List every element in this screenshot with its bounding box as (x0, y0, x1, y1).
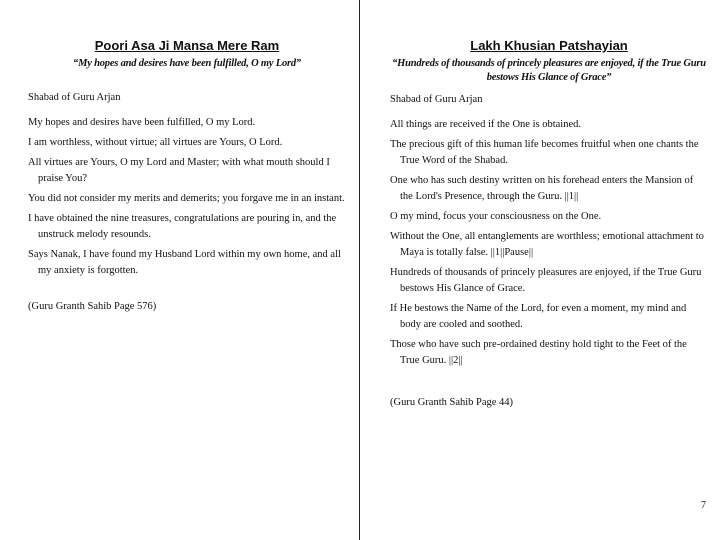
verse: I am worthless, without virtue; all virtues are Yours, O Lord. (28, 137, 283, 148)
verse: Says Nanak, I have found my Husband Lord within my own home, and all my anxiety is forgotten. (28, 249, 341, 276)
right-subtitle: “Hundreds of thousands of princely pleasures are enjoyed, if the True Guru bestows His Glance of Grace” (392, 58, 706, 83)
verse: The precious gift of this human life becomes fruitful when one chants the True Word of the Shabad. (390, 139, 699, 166)
verse: All things are received if the One is obtained. (390, 119, 581, 130)
right-column (390, 38, 708, 411)
verse: Without the One, all entanglements are worthless; emotional attachment to Maya is totally false. ||1||Pause|| (390, 231, 704, 258)
verse: O my mind, focus your consciousness on the One. (390, 211, 602, 222)
verse: You did not consider my merits and demerits; you forgave me in an instant. (28, 193, 345, 204)
verse: All virtues are Yours, O my Lord and Master; with what mouth should I praise You? (28, 157, 330, 184)
verse: If He bestows the Name of the Lord, for even a moment, my mind and body are cooled and soothed. (390, 303, 687, 330)
page-number: 7 (701, 500, 706, 511)
page-divider (359, 0, 360, 540)
right-title: Lakh Khusian Patshayian (470, 38, 628, 53)
verse: Those who have such pre-ordained destiny hold tight to the Feet of the True Guru. ||2|| (390, 339, 687, 366)
right-heading: Shabad of Guru Arjan (390, 94, 483, 105)
left-heading: Shabad of Guru Arjan (28, 92, 121, 103)
left-title: Poori Asa Ji Mansa Mere Ram (94, 38, 280, 53)
left-source: (Guru Granth Sahib Page 576) (28, 301, 157, 312)
left-subtitle: “My hopes and desires have been fulfilled, O my Lord” (73, 58, 301, 69)
verse: Hundreds of thousands of princely pleasures are enjoyed, if the True Guru bestows His Glance of Grace. (390, 267, 702, 294)
verse: One who has such destiny written on his forehead enters the Mansion of the Lord's Presence, through the Guru. ||1|| (390, 175, 694, 202)
left-column (28, 38, 346, 315)
verse: I have obtained the nine treasures, congratulations are pouring in, and the unstruck melody resounds. (28, 213, 337, 240)
verse: My hopes and desires have been fulfilled, O my Lord. (28, 117, 256, 128)
right-source: (Guru Granth Sahib Page 44) (390, 397, 514, 408)
